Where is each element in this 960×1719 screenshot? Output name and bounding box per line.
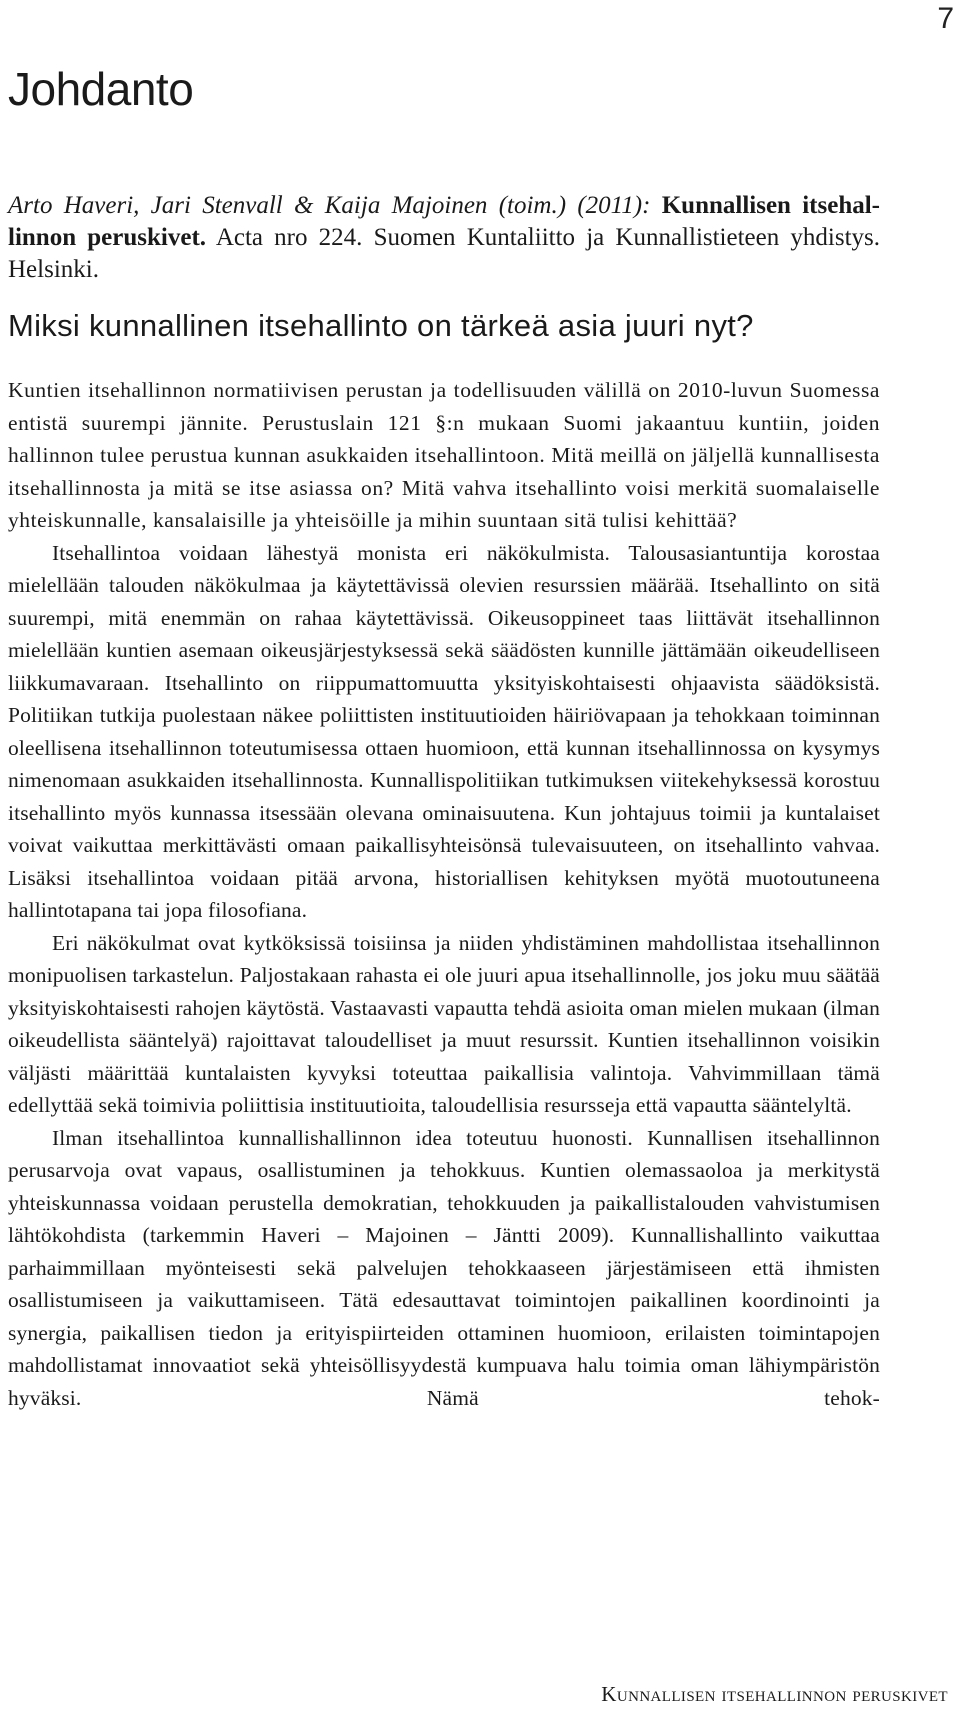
running-footer-title: Kunnallisen itsehallinnon peruskivet xyxy=(601,1682,948,1706)
paragraph: Kuntien itsehallinnon normatiivisen perustan ja todellisuuden välillä on 2010-luvun Suomessa entistä suurempi jännite. Perustuslain 121 §:n mukaan Suomi jakaantuu kuntiin, joiden hallinnon tulee perustua kunnan asukkaiden itsehallintoon. Mitä meillä on jäljellä kunnallisesta itsehallinnosta ja mitä se itse asiassa on? Mitä vahva itsehallinto voisi merkitä suomalaiselle yhteiskunnalle, kansalaisille ja yhteisöille ja mihin suuntaan sitä tulisi kehittää? xyxy=(8,378,880,532)
citation-authors: Arto Haveri, Jari Stenvall & Kaija Majoinen (toim.) (2011): xyxy=(8,192,651,219)
citation-book-title: Kunnallisen itsehallinnon peruskivet. xyxy=(8,192,880,251)
paragraph: Itsehallintoa voidaan lähestyä monista eri näkökulmista. Talousasiantuntija korostaa mielellään talouden näkökulmaa ja käytettävissä olevien resurssien määrää. Itsehallinto on sitä suurempi, mitä enemmän on rahaa käytettävissä. Oikeusoppineet taas liittävät itsehallinnon mielellään kuntien asemaan oikeusjärjestyksessä sekä säädösten kunnille jättämään oikeudelliseen liikkumavaraan. Itsehallinto on riippumattomuutta yksityiskohtaisesti ohjaavista säädöksistä. Politiikan tutkija puolestaan näkee poliittisten instituutioiden häiriövapaan ja tehokkaan toiminnan oleellisena itsehallinnon toteutumisessa ottaen huomioon, että kunnan itsehallinnossa on kysymys nimenomaan asukkaiden itsehallinnosta. Kunnallispolitiikan tutkimuksen viitekehyksessä korostuu itsehallinto myös kunnassa itsessään olevana ominaisuutena. Kun johtajuus toimii ja kuntalaiset voivat vaikuttaa merkittävästi omaan paikallisyhteisönsä tulevaisuuteen, on itsehallinto vahvaa. Lisäksi itsehallintoa voidaan pitää arvona, historiallisen kehityksen myötä muotoutuneena hallintotapana tai jopa filosofiana. xyxy=(8,540,880,922)
paragraph: Eri näkökulmat ovat kytköksissä toisiinsa ja niiden yhdistäminen mahdollistaa itsehallinnon monipuolisen tarkastelun. Paljostakaan rahasta ei ole juuri apua itsehallinnolle, jos joku muu säätää yksityiskohtaisesti rahojen käytöstä. Vastaavasti vapautta tehdä asioita oman mielen mukaan (ilman oikeudellista sääntelyä) rajoittavat taloudelliset ja muut resurssit. Kuntien itsehallinnon voisikin väljästi määrittää kuntalaisten kyvyksi toteuttaa paikallisia valintoja. Vahvimmillaan tämä edellyttää sekä toimivia poliittisia instituutioita, taloudellisia resursseja että vapautta sääntelyltä. xyxy=(8,930,880,1117)
book-citation xyxy=(8,190,880,286)
citation-details: Acta nro 224. Suomen Kuntaliitto ja Kunnallistieteen yhdistys. Helsinki. xyxy=(8,224,881,283)
body-text xyxy=(8,374,880,1414)
section-heading: Miksi kunnallinen itsehallinto on tärkeä asia juuri nyt? xyxy=(8,308,754,343)
page-number: 7 xyxy=(937,2,954,35)
chapter-title: Johdanto xyxy=(8,63,194,115)
paragraph: Ilman itsehallintoa kunnallishallinnon idea toteutuu huonosti. Kunnallisen itsehallinnon perusarvoja ovat vapaus, osallistuminen ja tehokkuus. Kuntien olemassaoloa ja merkitystä yhteiskunnassa voidaan perustella demokratian, tehokkuuden ja paikallistalouden vahvistumisen lähtökohdista (tarkemmin Haveri – Majoinen – Jäntti 2009). Kunnallishallinto vaikuttaa parhaimmillaan myönteisesti sekä palvelujen tehokkaaseen järjestämiseen että ihmisten osallistumiseen ja vaikuttamiseen. Tätä edesauttavat toimintojen paikallinen koordinointi ja synergia, paikallisen tiedon ja erityispiirteiden ottaminen huomioon, erilaisten toimintapojen mahdollistamat innovaatiot sekä yhteisöllisyydestä kumpuava halu toimia oman lähiympäristön hyväksi. Nämä tehok- xyxy=(8,1125,880,1410)
